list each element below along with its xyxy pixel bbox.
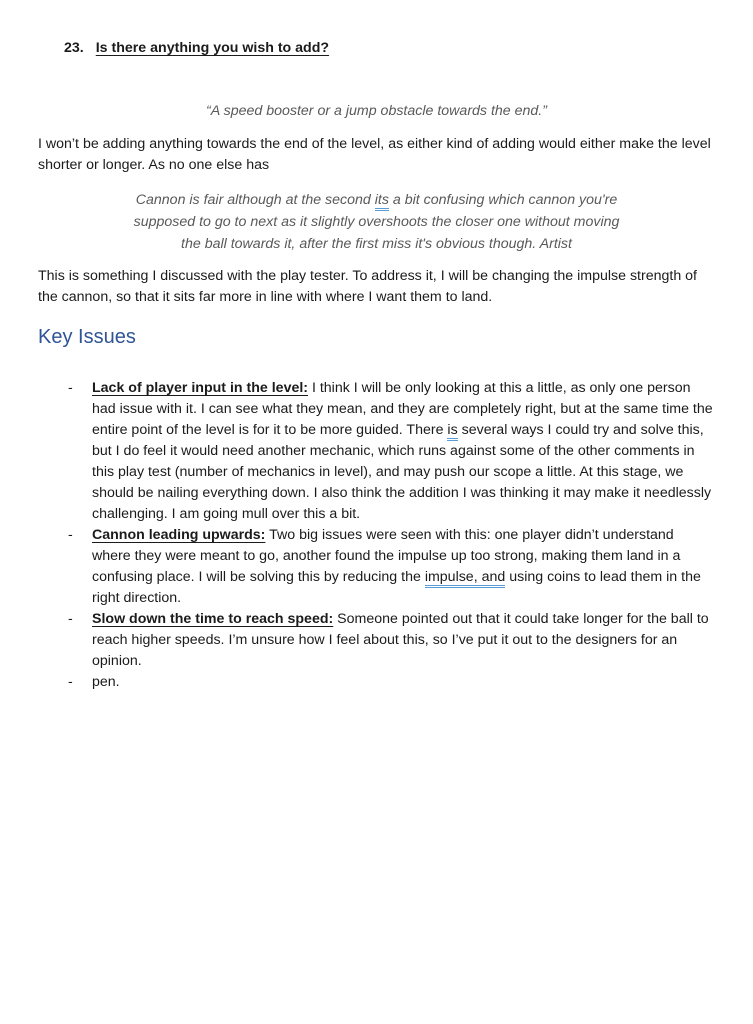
bullet-text-before: I think I will be only looking at this a little, as only one person had issue with it. I can see what they mean, and they are completely right, but at the same time the entire point of the level is for it to be more guided. There (92, 380, 713, 438)
question-heading (64, 38, 715, 59)
section-heading-key-issues: Key Issues (38, 326, 136, 348)
bullet-text-after: using coins to lead them in the right direction. (92, 569, 701, 606)
bullet-body (92, 380, 713, 522)
bullet-text-before: Someone pointed out that it could take longer for the ball to reach higher speeds. I’m unsure how I feel about this, so I’ve put it out to the designers for an opinion. (92, 611, 709, 669)
bullet-body (92, 674, 120, 690)
quote2-text-after: a bit confusing which cannon you're supposed to go to next as it slightly overshoots the closer one without moving the ball towards it, after the first miss it's obvious though. Artist (133, 192, 620, 252)
bullet-body (92, 527, 701, 606)
response-paragraph-1: I won’t be adding anything towards the end of the level, as either kind of adding would either make the level shorter or longer. As no one else has (38, 136, 711, 173)
bullet-body (92, 611, 709, 669)
grammar-underline-impulse-and: impulse, and (425, 569, 505, 588)
grammar-underline-its: its (375, 192, 389, 211)
list-item-pen (68, 672, 715, 693)
key-issues-list (68, 378, 715, 693)
bullet-lead-player-input: Lack of player input in the level: (92, 380, 309, 396)
list-item-slow-down-speed (68, 609, 715, 672)
bullet-text-before: Two big issues were seen with this: one player didn’t understand where they were meant to go, another found the impulse up too strong, making them land in a confusing place. I will be solving this by reducing the (92, 527, 681, 585)
grammar-underline-is: is (447, 422, 457, 441)
dash-bullet: - (68, 674, 73, 690)
question-number: 23. (64, 40, 84, 56)
bullet-text-after: several ways I could try and solve this, but I do feel it would need another mechanic, which runs against some of the other comments in this play test (number of mechanics in level), and may push our scope a little. At this stage, we should be nailing everything down. I also think the addition I was thinking it may make it needlessly challenging. I am going mull over this a bit. (92, 422, 712, 522)
question-text: Is there anything you wish to add? (95, 40, 330, 56)
dash-bullet: - (68, 527, 73, 543)
dash-bullet: - (68, 611, 73, 627)
bullet-lead-cannon-upwards: Cannon leading upwards: (92, 527, 266, 543)
quote2-text-before: Cannon is fair although at the second (135, 192, 375, 208)
response-paragraph-2: This is something I discussed with the play tester. To address it, I will be changing the impulse strength of the cannon, so that it sits far more in line with where I want them to land. (38, 268, 698, 305)
bullet-text-before: pen. (92, 674, 120, 690)
playtester-quote-1: “A speed booster or a jump obstacle towards the end.” (206, 103, 547, 119)
playtester-quote-2 (123, 189, 630, 255)
list-item-cannon-upwards (68, 525, 715, 609)
bullet-lead-slow-down: Slow down the time to reach speed: (92, 611, 334, 627)
list-item-player-input (68, 378, 715, 525)
dash-bullet: - (68, 380, 73, 396)
